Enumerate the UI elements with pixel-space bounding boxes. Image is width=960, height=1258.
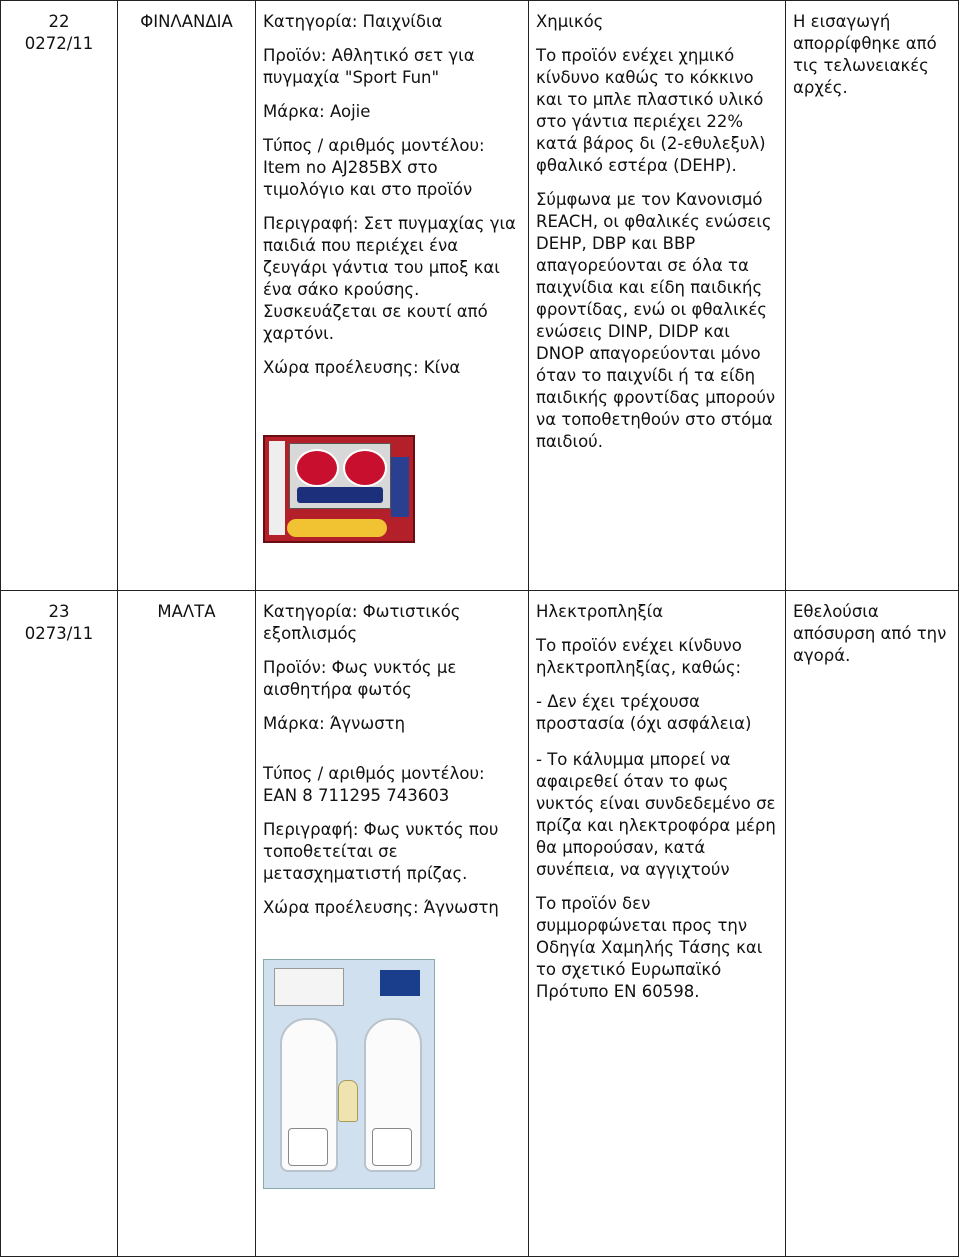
table-row (1, 1, 959, 591)
table-row (1, 591, 959, 1257)
product-photo-boxing-set (263, 435, 415, 543)
risk-type: Ηλεκτροπληξία (536, 602, 664, 621)
product-model: Τύπος / αριθμός μοντέλου: Item no AJ285BX στο τιμολόγιο και στο προϊόν (263, 136, 485, 199)
country-cell (118, 591, 256, 1257)
product-category: Κατηγορία: Παιχνίδια (263, 12, 443, 31)
risk-cell (529, 1, 786, 591)
notification-code: 0272/11 (24, 34, 94, 53)
measures-text: Εθελούσια απόσυρση από την αγορά. (793, 602, 947, 665)
product-name: Προϊόν: Φως νυκτός με αισθητήρα φωτός (263, 658, 457, 699)
country: ΦΙΝΛΑΝΔΙΑ (140, 12, 233, 31)
product-description: Περιγραφή: Φως νυκτός που τοποθετείται σε μετασχηματιστή πρίζας. (263, 820, 499, 883)
product-description: Περιγραφή: Σετ πυγμαχίας για παιδιά που περιέχει ένα ζευγάρι γάντια του μποξ και ένα σάκο κρούσης. Συσκευάζεται σε κουτί από χαρτόνι. (263, 214, 516, 343)
measures-cell (786, 591, 959, 1257)
risk-description: Το προϊόν δεν συμμορφώνεται προς την Οδηγία Χαμηλής Τάσης και το σχετικό Ευρωπαϊκό Πρότυπο EN 60598. (536, 894, 763, 1001)
country: ΜΑΛΤΑ (157, 602, 216, 621)
product-origin: Χώρα προέλευσης: Άγνωστη (263, 898, 499, 917)
risk-description: Σύμφωνα με τον Κανονισμό REACH, οι φθαλικές ενώσεις DEHP, DBP και BBP απαγορεύονται σε όλα τα παιχνίδια και είδη παιδικής φροντίδας, ενώ οι φθαλικές ενώσεις DINP, DIDP και DNOP απαγορεύονται μόνο όταν το παιχνίδι ή τα είδη παιδικής φροντίδας μπορούν να τοποθετηθούν στο στόμα παιδιού. (536, 190, 776, 451)
country-cell (118, 1, 256, 591)
notification-number: 22 (48, 12, 70, 31)
risk-description: - Δεν έχει τρέχουσα προστασία (όχι ασφάλεια) (536, 692, 752, 733)
notification-number-cell (1, 591, 118, 1257)
notification-number-cell (1, 1, 118, 591)
notification-code: 0273/11 (24, 624, 94, 643)
product-name: Προϊόν: Αθλητικό σετ για πυγμαχία "Sport Fun" (263, 46, 475, 87)
product-cell (256, 1, 529, 591)
product-brand: Μάρκα: Aojie (263, 102, 371, 121)
product-cell (256, 591, 529, 1257)
product-origin: Χώρα προέλευσης: Κίνα (263, 358, 461, 377)
measures-text: Η εισαγωγή απορρίφθηκε από τις τελωνειακές αρχές. (793, 12, 937, 97)
risk-cell (529, 591, 786, 1257)
product-photo-night-light (263, 959, 435, 1189)
product-brand: Μάρκα: Άγνωστη (263, 714, 406, 733)
risk-type: Χημικός (536, 12, 604, 31)
product-model: Τύπος / αριθμός μοντέλου: EAN 8 711295 743603 (263, 764, 485, 805)
risk-description: Το προϊόν ενέχει κίνδυνο ηλεκτροπληξίας, καθώς: (536, 636, 742, 677)
risk-description: Το προϊόν ενέχει χημικό κίνδυνο καθώς το κόκκινο και το μπλε πλαστικό υλικό στο γάντια περιέχει 22% κατά βάρος δι (2-εθυλεξυλ) φθαλικό εστέρα (DEHP). (536, 46, 766, 175)
notification-number: 23 (48, 602, 70, 621)
risk-description: - Το κάλυμμα μπορεί να αφαιρεθεί όταν το φως νυκτός είναι συνδεδεμένο σε πρίζα και ηλεκτροφόρα μέρη θα μπορούσαν, κατά συνέπεια, να αγγιχτούν (536, 750, 776, 879)
product-category: Κατηγορία: Φωτιστικός εξοπλισμός (263, 602, 461, 643)
measures-cell (786, 1, 959, 591)
